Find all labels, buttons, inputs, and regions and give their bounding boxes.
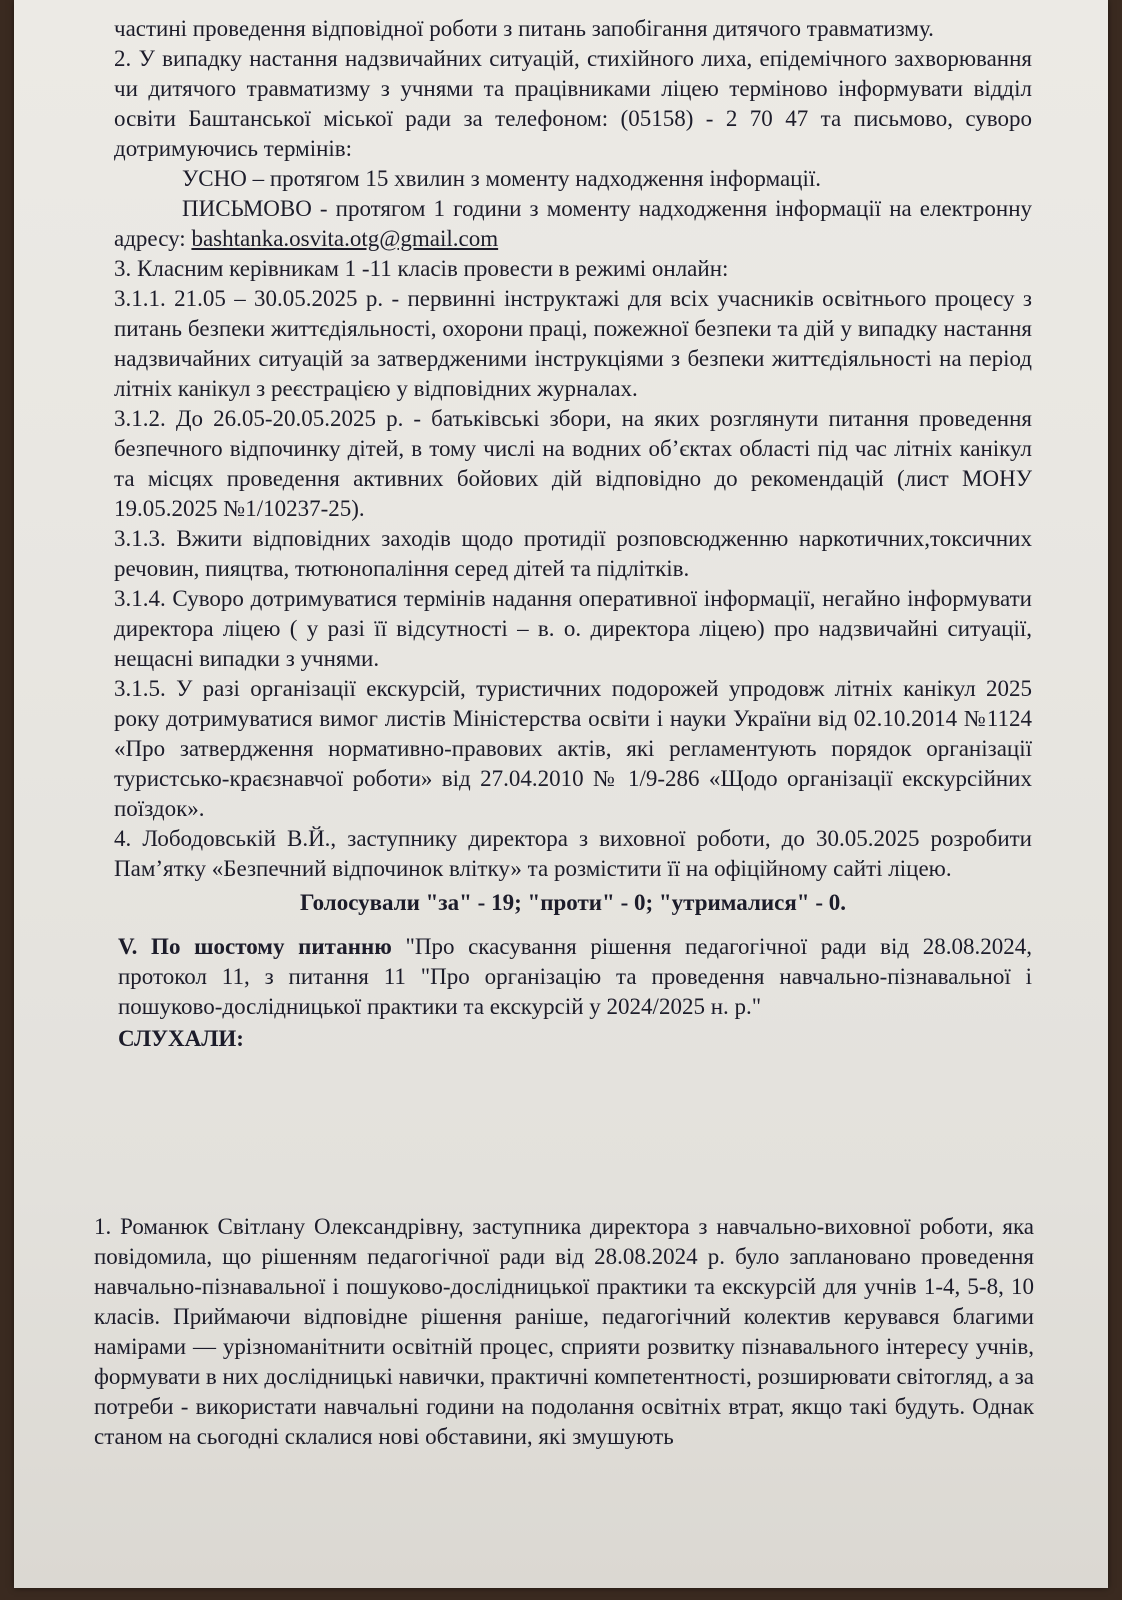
paragraph-item-2: 2. У випадку настання надзвичайних ситуацій, стихійного лиха, епідемічного захворювання чи дитячого травматизму з учнями та працівниками ліцею терміново інформувати відділ освіти Баштанської міської ради за телефоном: (05158) - 2 70 47 та письмово, суворо дотримуючись термінів: bbox=[114, 46, 1032, 161]
paragraph-report: 1. Романюк Світлану Олександрівну, заступника директора з навчально-виховної роботи, яка повідомила, що рішенням педагогічної ради від 28.08.2024 р. було заплановано проведення навчально-пізнавальної і пошуково-дослідницької практики та екскурсій для учнів 1-4, 5-8, 10 класів. Приймаючи відповідне рішення раніше, педагогічний колектив керувався благими намірами — урізноманітнити освітній процес, сприяти розвитку пізнавального інтересу учнів, формувати в них дослідницькі навички, практичні компетентності, розширювати світогляд, а за потреби - використати навчальні години на подолання освітніх втрат, якщо такі будуть. Однак станом на сьогодні склалися нові обставини, які змушують bbox=[94, 1214, 1034, 1449]
paragraph-item-3-1-5: 3.1.5. У разі організації екскурсій, туристичних подорожей упродовж літніх канікул 2025 року дотримуватися вимог листів Міністерства освіти і науки України від 02.10.2014 №1124 «Про затвердження нормативно-правових актів, які регламентують порядок організації туристсько-краєзнавчої роботи» від 27.04.2010 № 1/9-286 «Щодо організації екскурсійних поїздок». bbox=[114, 676, 1032, 821]
paragraph-item-3-1-2: 3.1.2. До 26.05-20.05.2025 р. - батьківські збори, на яких розглянути питання проведення безпечного відпочинку дітей, в тому числі на водних об’єктах області під час літніх канікул та місцях проведення активних бойових дій відповідно до рекомендацій (лист МОНУ 19.05.2025 №1/10237-25). bbox=[114, 406, 1032, 521]
email-link[interactable]: bashtanka.osvita.otg@gmail.com bbox=[191, 226, 499, 251]
paragraph-continuation: частині проведення відповідної роботи з питань запобігання дитячого травматизму. bbox=[114, 16, 934, 41]
paragraph-item-3-1-3: 3.1.3. Вжити відповідних заходів щодо протидії розповсюдженню наркотичних,токсичних речовин, пияцтва, тютюнопаління серед дітей та підлітків. bbox=[114, 526, 1032, 581]
paragraph-item-3-1-4: 3.1.4. Суворо дотримуватися термінів надання оперативної інформації, негайно інформувати директора ліцею ( у разі її відсутності – в. о. директора ліцею) про надзвичайні ситуації, нещасні випадки з учнями. bbox=[114, 586, 1032, 671]
document-page bbox=[14, 0, 1108, 1588]
paragraph-written-deadline bbox=[114, 194, 1032, 254]
document-body-continued bbox=[94, 1212, 1034, 1452]
heard-label: СЛУХАЛИ: bbox=[118, 1026, 244, 1051]
section-heading-text: "Про скасування рішення педагогічної ради від 28.08.2024, протокол 11, з питання 11 "Про організацію та проведення навчально-пізнавальної і пошуково-дослідницької практики та екскурсій у 2024/2025 н. р." bbox=[118, 934, 1032, 1019]
paragraph-item-3-1-1: 3.1.1. 21.05 – 30.05.2025 р. - первинні інструктажі для всіх учасників освітнього процесу з питань безпеки життєдіяльності, охорони праці, пожежної безпеки та дій у випадку настання надзвичайних ситуацій за затвердженими інструкціями з безпеки життєдіяльності на період літніх канікул з реєстрацією у відповідних журналах. bbox=[114, 286, 1032, 401]
section-heading-label: V. По шостому питанню bbox=[118, 934, 392, 959]
document-body bbox=[114, 14, 1032, 1054]
vote-result: Голосували "за" - 19; "проти" - 0; "утрималися" - 0. bbox=[300, 890, 846, 915]
paragraph-oral-deadline: УСНО – протягом 15 хвилин з моменту надходження інформації. bbox=[182, 166, 822, 191]
paragraph-item-3: 3. Класним керівникам 1 -11 класів провести в режимі онлайн: bbox=[114, 256, 729, 281]
written-deadline-text: ПИСЬМОВО - протягом 1 години з моменту надходження інформації на електронну адресу: bbox=[114, 196, 1032, 251]
section-heading bbox=[114, 932, 1032, 1022]
paragraph-item-4: 4. Лободовській В.Й., заступнику директора з виховної роботи, до 30.05.2025 розробити Пам’ятку «Безпечний відпочинок влітку» та розмістити її на офіційному сайті ліцею. bbox=[114, 826, 1032, 881]
